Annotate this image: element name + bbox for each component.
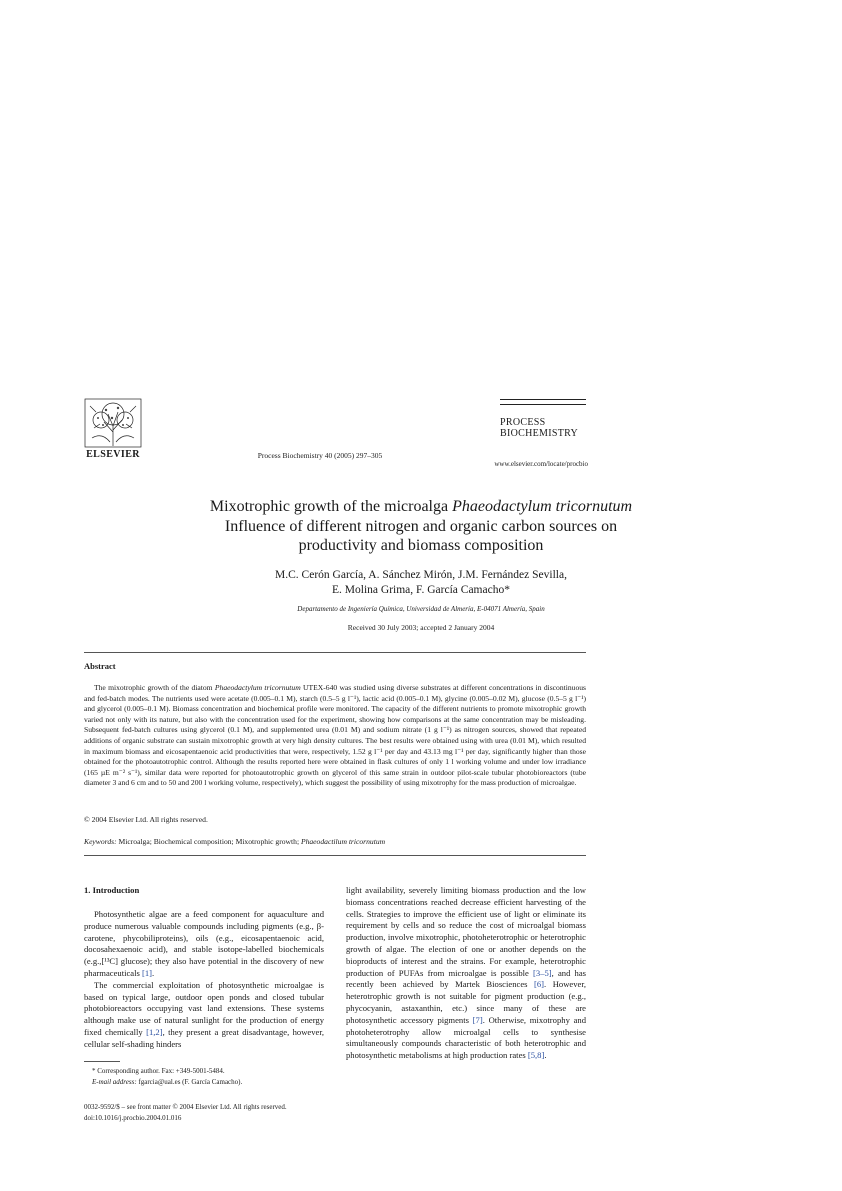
intro-paragraph-2 <box>84 980 324 1051</box>
intro-right-text-b: , and has recently been achieved by Martek Biosciences <box>346 967 587 990</box>
elsevier-tree-logo-icon <box>84 398 142 448</box>
abstract-text-rest: UTEX-640 was studied using diverse substrates at different concentrations in discontinuous and fed-batch modes. The nutrients used were acetate (0.005–0.1 M), starch (0.5–5 g l⁻¹), lactic acid (0.005–0.1 M), glycine (0.005–0.02 M), glucose (0.5–5 g l⁻¹) and glycerol (0.005–0.1 M). Biomass concentration and biochemical profile were monitored. The capacity of the different nutrients to promote mixotrophic growth varied not only with its nature, but also with the concentration used for the experiment, showing how comparisons at the same concentration may be misleading. Subsequent fed-batch cultures using glycerol (0.1 M), and supplemented urea (0.01 M) and sodium nitrate (1 g l⁻¹) as nitrogen sources, showed that repeated additions of organic substrate can sustain mixotrophic growth at very high density cultures. The best results were obtained using with urea (0.01 M), which resulted in maximum biomass and eicosapentaenoic acid productivities that were, respectively, 1.52 g l⁻¹ per day and 43.13 mg l⁻¹ per day, significantly higher than those obtained for the photoautotrophic control. Although the results reported here were obtained in flask cultures of only 1 l working volume and under low irradiance (165 µE m⁻² s⁻¹), similar data were reported for photoautotrophic growth on glycerol of this same strain in outdoor pilot-scale tubular photobioreactors (tube diameter 3 and 6 cm and to 50 and 200 l working volume, respectively), which suggest the possibility of using mixotrophy for the mass production of microalgae. <box>84 683 587 788</box>
keywords <box>84 837 586 846</box>
abstract-top-rule <box>84 652 586 653</box>
journal-url-link[interactable]: www.elsevier.com/locate/procbio <box>494 460 588 468</box>
title-line3: productivity and biomass composition <box>298 537 544 554</box>
authors-line1: M.C. Cerón García, A. Sánchez Mirón, J.M. Fernández Sevilla, <box>275 569 567 581</box>
intro-right-text-d: . Otherwise, mixotrophy and photoheterotrophy allow microalgal cells to synthesise simultaneously compounds characteristic of both heterotrophic and photosynthetic metabolisms at high production rates <box>346 1014 586 1061</box>
section-heading-introduction: 1. Introduction <box>84 885 140 895</box>
email-label: E-mail address: <box>92 1078 137 1086</box>
intro-paragraph-continued: light availability, severely limiting biomass production and the low biomass concentrations reached decrease efficient harvesting of the cells. Strategies to improve the efficient use of light or eliminate its requirement by cells and so reduce the cost of microalgal biomass production, involve mixotrophic, photoheterotrophic or heterotrophic growth of algae. The election of one or another depends on the bioproducts of interest and the strains. For example, heterotrophic production of PUFAs from microalgae is possible [3–5], and has recently been achieved by Martek Biosciences [6]. However, heterotrophic growth is not suitable for pigment production (e.g., phycocyanin, astaxanthin, etc.) since many of these are photosynthetic accessory pigments [7]. Otherwise, mixotrophy and photoheterotrophy allow microalgal cells to synthesise simultaneously compounds characteristic of both heterotrophic and photosynthetic metabolisms at high production rates [5,8]. <box>346 885 587 1061</box>
authors-line2: E. Molina Grima, F. García Camacho* <box>332 583 510 596</box>
corresponding-author-note: * Corresponding author. Fax: +349-5001-5484. <box>92 1067 225 1075</box>
journal-name-second-rule <box>500 404 586 405</box>
intro-right-text-c: . However, heterotrophic growth is not suitable for pigment production (e.g., phycocyanin, astaxanthin, etc.) since many of these are photosynthetic accessory pigments <box>346 979 586 1025</box>
keywords-label: Keywords: <box>84 837 117 846</box>
issn-line: 0032-9592/$ – see front matter © 2004 Elsevier Ltd. All rights reserved. <box>84 1103 287 1111</box>
abstract-text <box>84 683 586 789</box>
title-species: Phaeodactylum tricornutum <box>452 498 633 515</box>
intro-p1-text: Photosynthetic algae are a feed component for aquaculture and produce numerous valuable compounds including pigments (e.g., β-carotene, phycobiliproteins), oils (e.g., eicosapentaenoic acid, docosahexaenoic acid), and stable isotope-labelled biochemicals (e.g.,[¹³C] glucose); they also have potential in the discovery of new pharmaceuticals <box>84 909 324 978</box>
intro-paragraph-1: Photosynthetic algae are a feed component for aquaculture and produce numerous valuable compounds including pigments (e.g., β-carotene, phycobiliproteins), oils (e.g., eicosapentaenoic acid, docosahexaenoic acid), and stable isotope-labelled biochemicals (e.g.,[¹³C] glucose); they also have potential in the discovery of new pharmaceuticals [1]. <box>84 909 324 978</box>
citation-link[interactable]: [7] <box>472 1014 483 1025</box>
keywords-species: Phaeodactilum tricornutum <box>300 837 386 846</box>
journal-name-top-rule <box>500 399 586 400</box>
affiliation: Departamento de Ingeniería Química, Universidad de Almería, E-04071 Almería, Spain <box>297 605 545 613</box>
intro-p2-text-b: , they present a great disadvantage, however, cellular self-shading hinders <box>84 1026 325 1049</box>
intro-p2-text-a: The commercial exploitation of photosynthetic microalgae is based on typical large, outdoor open ponds and closed tubular photobioreactors occupying vast land extensions. These systems although make use of natural sunlight for the production of energy fixed chemically <box>84 979 324 1037</box>
email-note <box>84 1077 324 1087</box>
journal-name <box>500 417 590 439</box>
title-line1-prefix: Mixotrophic growth of the microalga <box>209 498 453 515</box>
keywords-list: Microalga; Biochemical composition; Mixotrophic growth; <box>116 837 301 846</box>
abstract-bottom-rule <box>84 855 586 856</box>
citation-link[interactable]: [1,2] <box>146 1026 163 1037</box>
citation-link[interactable]: [1] <box>141 967 153 978</box>
journal-name-line2: BIOCHEMISTRY <box>500 428 579 439</box>
abstract-species: Phaeodactylum tricornutum <box>214 683 301 692</box>
journal-citation: Process Biochemistry 40 (2005) 297–305 <box>257 451 383 460</box>
received-dates: Received 30 July 2003; accepted 2 January 2004 <box>347 623 495 632</box>
abstract-heading: Abstract <box>84 661 116 671</box>
email-address-link[interactable]: fgarcia@ual.es (F. García Camacho). <box>136 1078 243 1086</box>
abstract-text-start: The mixotrophic growth of the diatom <box>94 683 215 692</box>
footnote-rule <box>84 1061 120 1062</box>
intro-right-text-a: light availability, severely limiting biomass production and the low biomass concentrations reached decrease efficient harvesting of the cells. Strategies to improve the efficient use of light or eliminate its requirement by cells and so reduce the cost of microalgal biomass production, involve mixotrophic, photoheterotrophic or heterotrophic growth of algae. The election of one or another depends on the bioproducts of interest and the strains. For example, heterotrophic production of PUFAs from microalgae is possible <box>346 885 586 978</box>
citation-link[interactable]: [6] <box>534 979 545 990</box>
author-list <box>90 568 752 597</box>
intro-left-column <box>84 909 324 1051</box>
publisher-logo-text: ELSEVIER <box>86 449 140 460</box>
title-line2: Influence of different nitrogen and organic carbon sources on <box>224 517 618 535</box>
doi-link[interactable]: doi:10.1016/j.procbio.2004.01.016 <box>84 1114 182 1122</box>
citation-link[interactable]: [3–5] <box>533 967 552 978</box>
intro-right-column <box>346 885 586 1062</box>
citation-link[interactable]: [5,8] <box>527 1050 545 1061</box>
journal-name-line1: PROCESS <box>500 417 546 428</box>
article-title <box>90 497 752 556</box>
abstract-copyright: © 2004 Elsevier Ltd. All rights reserved. <box>84 815 208 824</box>
